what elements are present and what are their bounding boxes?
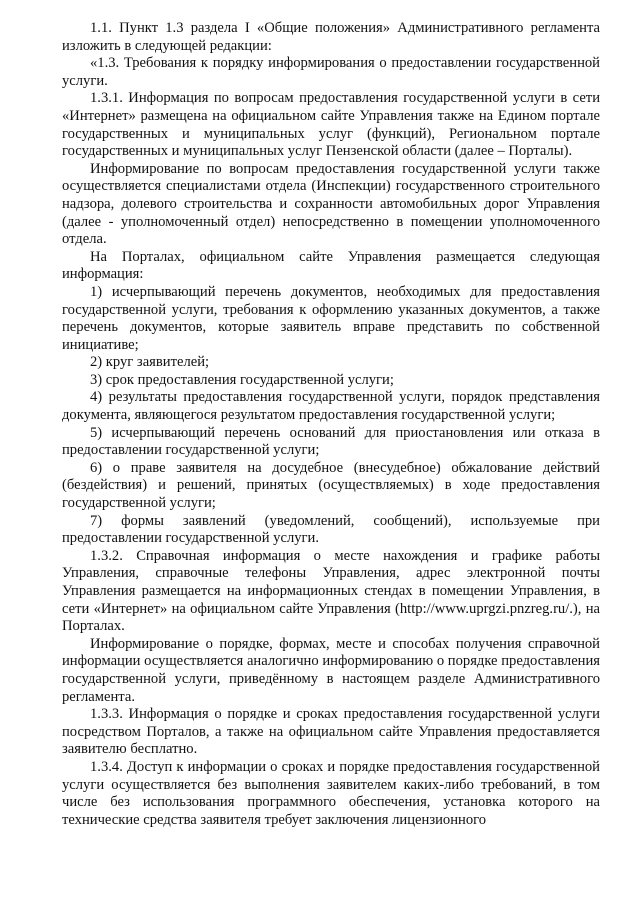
list-item-4: 4) результаты предоставления государственной услуги, порядок представления документа, являющегося результатом предоставления государственной услуги; [62, 389, 600, 424]
list-item-3: 3) срок предоставления государственной услуги; [90, 371, 394, 388]
paragraph-1-1: 1.1. Пункт 1.3 раздела I «Общие положения» Административного регламента изложить в следующей редакции: [62, 20, 600, 54]
paragraph-1-3-4: 1.3.4. Доступ к информации о сроках и порядке предоставления государственной услуги осуществляется без выполнения заявителем каких-либо требований, в том числе без использования программного обеспечения, установка которого на технические средства заявителя требует заключения лицензионного [62, 758, 600, 828]
paragraph-1-3-2: 1.3.2. Справочная информация о месте нахождения и графике работы Управления, справочные телефоны Управления, адрес электронной почты Управления размещается на информационных стендах в помещении Управления, в сети «Интернет» на официальном сайте Управления (http://www.uprgzi.pnzreg.ru/.), на Порталах. [62, 547, 600, 635]
list-item-6: 6) о праве заявителя на досудебное (внесудебное) обжалование действий (бездействия) и решений, принятых (осуществляемых) в ходе предоставления государственной услуги; [62, 459, 600, 512]
paragraph-1-3-1: 1.3.1. Информация по вопросам предоставления государственной услуги в сети «Интернет» размещена на официальном сайте Управления также на Едином портале государственных и муниципальных услуг (функций), Региональном портале государственных и муниципальных услуг Пензенской области (далее – Порталы). [62, 90, 600, 160]
list-item-2: 2) круг заявителей; [90, 354, 210, 371]
list-item-7: 7) формы заявлений (уведомлений, сообщений), используемые при предоставлении государственной услуги. [62, 512, 600, 547]
list-item-1: 1) исчерпывающий перечень документов, необходимых для предоставления государственной услуги, требования к оформлению указанных документов, а также перечень документов, которые заявитель вправе представить по собственной инициативе; [62, 283, 600, 353]
paragraph-portals-info-intro: На Порталах, официальном сайте Управления размещается следующая информация: [62, 248, 600, 283]
paragraph-reference-info: Информирование о порядке, формах, месте и способах получения справочной информации осуществляется аналогично информированию о порядке предоставления государственной услуги, приведённому в настоящем разделе Административного регламента. [62, 635, 600, 705]
paragraph-informing-specialists: Информирование по вопросам предоставления государственной услуги также осуществляется специалистами отдела (Инспекции) государственного строительного надзора, долевого строительства и сохранности автомобильных дорог Управления (далее - уполномоченный отдел) непосредственно в помещении уполномоченного отдела. [62, 160, 600, 248]
paragraph-1-3-3: 1.3.3. Информация о порядке и сроках предоставления государственной услуги посредством Порталов, а также на официальном сайте Управления предоставляется заявителю бесплатно. [62, 706, 600, 758]
list-item-5: 5) исчерпывающий перечень оснований для приостановления или отказа в предоставлении государственной услуги; [62, 424, 600, 459]
paragraph-1-3-heading: «1.3. Требования к порядку информирования о предоставлении государственной услуги. [62, 55, 600, 89]
